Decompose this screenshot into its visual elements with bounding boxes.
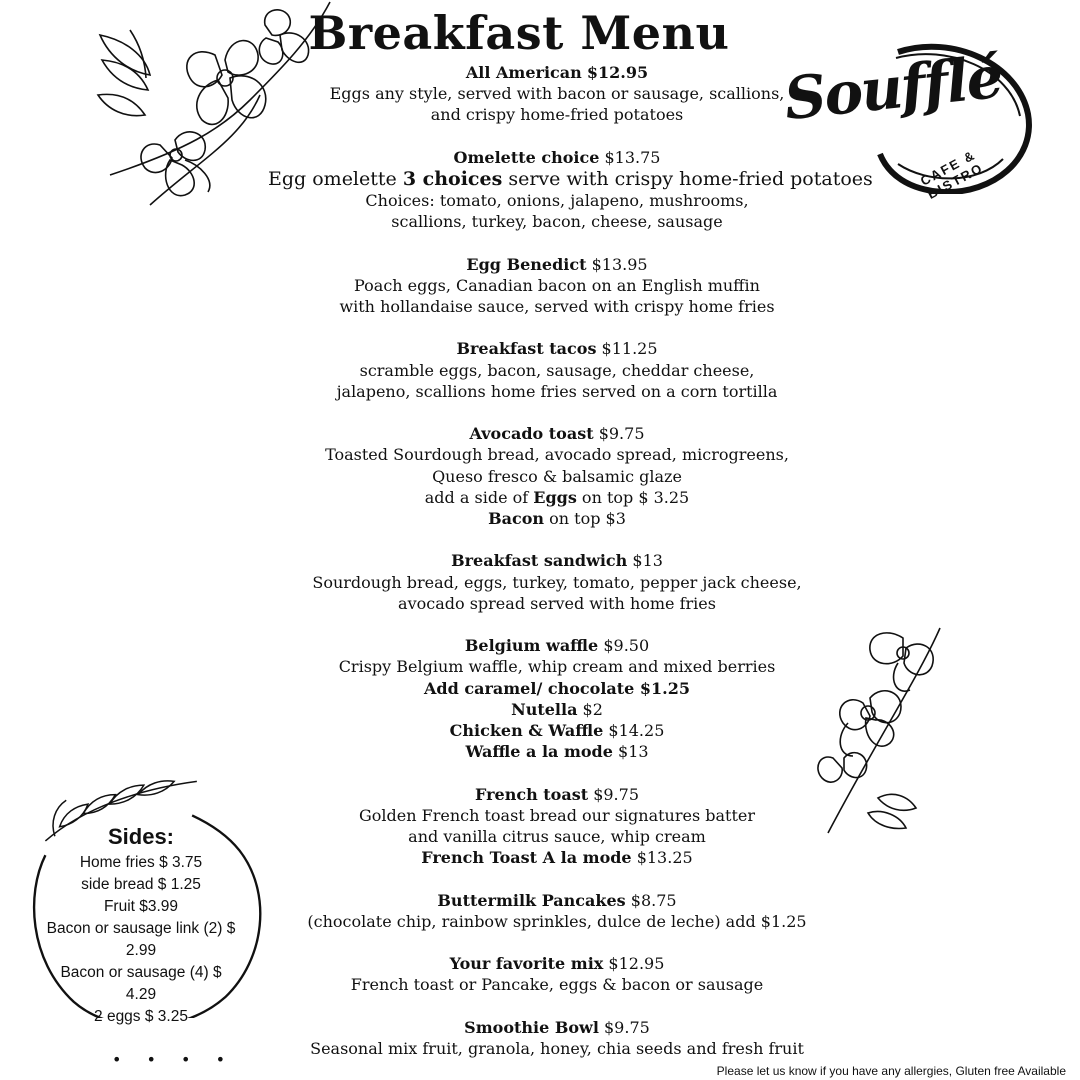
item-description: Choices: tomato, onions, jalapeno, mushrooms, xyxy=(365,191,749,210)
item-description: scramble eggs, bacon, sausage, cheddar cheese, xyxy=(359,360,755,380)
text-segment: $14.25 xyxy=(603,721,665,740)
allergy-notice: Please let us know if you have any allergies, Gluten free Available xyxy=(716,1064,1066,1078)
menu-list xyxy=(268,62,873,1059)
item-description: scallions, turkey, bacon, cheese, sausage xyxy=(391,212,723,232)
item-addon xyxy=(268,487,846,508)
text-segment: $13 xyxy=(612,742,649,762)
text-segment-bold: Chicken & Waffle xyxy=(449,721,604,740)
item-description: Queso fresco & balsamic glaze xyxy=(432,466,682,486)
menu-item-avocado-toast xyxy=(268,423,846,529)
menu-item-favorite-mix xyxy=(268,953,846,995)
item-price: $12.95 xyxy=(586,63,649,82)
item-name: Buttermilk Pancakes xyxy=(437,890,626,910)
logo-script-text: Soufflé xyxy=(781,42,1005,134)
item-name: Smoothie Bowl xyxy=(464,1017,599,1037)
item-description: Golden French toast bread our signatures batter xyxy=(358,805,756,825)
item-addon xyxy=(268,741,846,762)
text-segment: serve with crispy home-fried potatoes xyxy=(502,168,873,190)
item-addon xyxy=(268,508,846,529)
text-segment: Egg omelette xyxy=(268,168,403,190)
item-price: $8.75 xyxy=(630,890,677,910)
item-price: $13 xyxy=(632,551,663,571)
sides-section xyxy=(36,826,246,1028)
item-name: Breakfast sandwich xyxy=(451,551,628,571)
item-description: avocado spread served with home fries xyxy=(398,593,716,613)
item-description: Crispy Belgium waffle, whip cream and mixed berries xyxy=(338,657,776,677)
item-price: $9.50 xyxy=(603,636,650,656)
item-price: $9.75 xyxy=(593,784,639,804)
item-name: Your favorite mix xyxy=(449,954,604,974)
menu-item-belgium-waffle xyxy=(268,635,846,762)
menu-item-all-american xyxy=(268,62,846,126)
text-segment: on top $ 3.25 xyxy=(576,487,690,507)
text-segment-bold: 3 choices xyxy=(402,168,503,190)
item-name: All American xyxy=(465,63,582,82)
item-addon xyxy=(268,720,846,741)
text-segment-bold: Bacon xyxy=(488,509,545,528)
text-segment: $13.25 xyxy=(631,848,693,868)
text-segment-bold: French Toast A la mode xyxy=(421,848,632,868)
text-segment-bold: Waffle a la mode xyxy=(465,742,613,762)
menu-item-omelette xyxy=(268,147,873,233)
text-segment-bold: Eggs xyxy=(533,487,577,507)
item-name: French toast xyxy=(475,784,589,804)
page-title: Breakfast Menu xyxy=(308,6,730,60)
item-name: Omelette choice xyxy=(453,147,600,167)
item-addon xyxy=(268,847,846,868)
sides-item: 4.29 xyxy=(125,986,157,1003)
sides-title: Sides: xyxy=(107,824,175,849)
sides-item: Bacon or sausage link (2) $ xyxy=(46,920,236,937)
sides-item: 2 eggs $ 3.25 xyxy=(94,1008,188,1025)
sides-item: Home fries $ 3.75 xyxy=(79,854,203,871)
item-price: $13.95 xyxy=(591,254,648,274)
sides-dots: • • • • xyxy=(112,1050,236,1069)
item-description: jalapeno, scallions home fries served on a corn tortilla xyxy=(336,381,778,401)
item-description: and vanilla citrus sauce, whip cream xyxy=(408,827,706,846)
text-segment: add a side of xyxy=(424,487,534,507)
item-name: Egg Benedict xyxy=(466,254,587,274)
item-price: $9.75 xyxy=(598,424,645,444)
sides-item: 2.99 xyxy=(125,942,157,959)
item-addon xyxy=(268,678,846,699)
item-price: $11.25 xyxy=(601,339,658,359)
item-name: Breakfast tacos xyxy=(456,339,597,359)
item-description: Eggs any style, served with bacon or sausage, scallions, xyxy=(329,84,785,104)
menu-item-breakfast-tacos xyxy=(268,338,846,402)
menu-item-french-toast xyxy=(268,784,846,869)
text-segment: on top $3 xyxy=(544,509,626,528)
item-description: French toast or Pancake, eggs & bacon or sausage xyxy=(350,975,764,995)
item-description: (chocolate chip, rainbow sprinkles, dulce de leche) add $1.25 xyxy=(307,911,807,931)
menu-item-smoothie-bowl xyxy=(268,1017,846,1059)
menu-item-egg-benedict xyxy=(268,254,846,318)
menu-item-breakfast-sandwich xyxy=(268,550,846,614)
item-name: Avocado toast xyxy=(469,424,594,444)
item-price: $9.75 xyxy=(604,1017,650,1037)
item-addon xyxy=(268,699,846,720)
item-price: $12.95 xyxy=(608,954,665,974)
item-description: and crispy home-fried potatoes xyxy=(430,105,684,125)
item-highlight-line xyxy=(268,168,873,190)
sides-item: Fruit $3.99 xyxy=(103,898,179,915)
item-description: Toasted Sourdough bread, avocado spread, microgreens, xyxy=(325,445,789,465)
text-segment-bold: Add caramel/ chocolate $1.25 xyxy=(423,678,690,698)
item-name: Belgium waffle xyxy=(464,636,599,656)
item-price: $13.75 xyxy=(604,147,661,167)
item-description: with hollandaise sauce, served with crispy home fries xyxy=(339,297,775,316)
menu-item-buttermilk-pancakes xyxy=(268,890,846,932)
sides-item: side bread $ 1.25 xyxy=(81,876,201,893)
item-description: Seasonal mix fruit, granola, honey, chia seeds and fresh fruit xyxy=(310,1038,804,1058)
logo-subtitle: CAFE & BISTRO xyxy=(917,147,986,202)
item-description: Sourdough bread, eggs, turkey, tomato, pepper jack cheese, xyxy=(312,572,802,592)
sides-item: Bacon or sausage (4) $ xyxy=(60,964,222,981)
text-segment: $2 xyxy=(577,699,603,719)
text-segment-bold: Nutella xyxy=(511,699,578,719)
item-description: Poach eggs, Canadian bacon on an English muffin xyxy=(354,275,760,295)
